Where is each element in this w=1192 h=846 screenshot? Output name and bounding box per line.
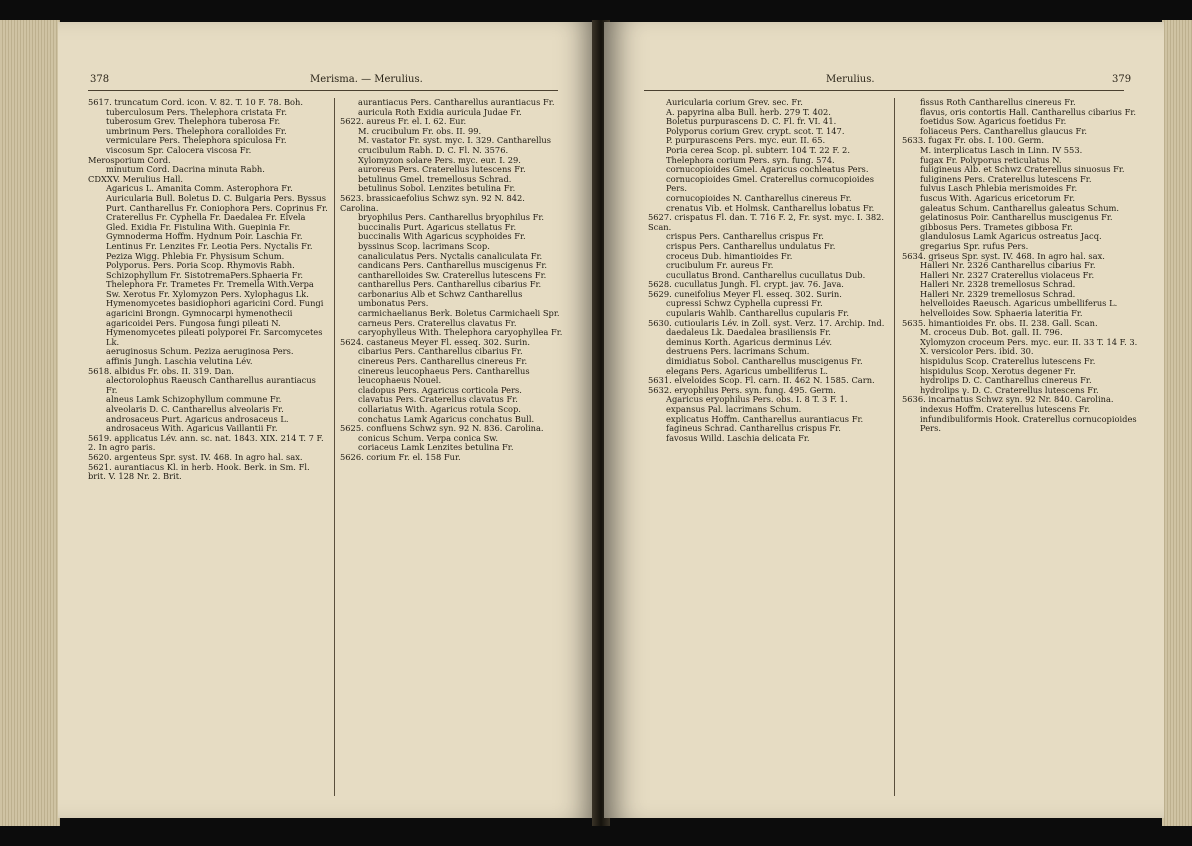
index-entry: 5621. aurantiacus Kl. in herb. Hook. Berk. in Sm. Fl. brit. V. 128 Nr. 2. Brit. [88,461,310,482]
right-page-number: 379 [1112,74,1132,85]
index-entry: aeruginosus Schum. Peziza aeruginosa Pers. [106,346,294,357]
index-entry: cinereus leucophaeus Pers. Cantharellus leucophaeus Nouel. [358,365,530,386]
index-entry: cupularis Wahlb. Cantharellus cupularis Fr. [666,308,849,319]
index-entry: 5626. corium Fr. el. 158 Fur. [340,451,461,462]
index-entry: fuliginens Pers. Craterellus lutescens Fr. [920,173,1092,184]
index-entry: gelatinosus Poir. Cantharellus muscigenus Fr. [920,212,1113,223]
index-entry: fuligineus Alb. et Schwz Craterellus sinuosus Fr. [920,164,1125,175]
index-entry: deminus Korth. Agaricus derminus Lév. [666,336,833,347]
index-entry: alveolaris D. C. Cantharellus alveolaris Fr. [106,404,284,414]
index-entry: cinereus Pers. Cantharellus cinereus Fr. [358,356,528,367]
index-entry: fuscus With. Agaricus ericetorum Fr. [920,192,1075,203]
index-entry: 5619. applicatus Lév. ann. sc. nat. 1843. XIX. 214 T. 7 F. 2. In agro paris. [88,432,324,453]
index-entry: androsaceus With. Agaricus Vaillantii Fr. [106,423,278,434]
page-edges-left [0,20,60,826]
index-entry: 5635. himantioides Fr. obs. II. 238. Gall. Scan. [902,317,1098,328]
index-entry: M. vastator Fr. syst. myc. I. 329. Cantharellus crucibulum Rabh. D. C. Fl. N. 3576. [358,135,551,155]
index-entry: bryophilus Pers. Cantharellus bryophilus Fr. [358,212,545,223]
index-entry: cantharelloides Sw. Craterellus lutescens Fr. [358,269,547,280]
index-entry: androsaceus Purt. Agaricus androsaceus L. [106,413,289,424]
index-entry: Agaricus L. Amanita Comm. Asterophora Fr. Auricularia Bull. Boletus D. C. Bulgaria Pers. Byssus Purt. Cantharellus Fr. Coniophora Pers. Coprinus Fr. Craterellus Fr. Cyphella Fr. Daedalea Fr. Elvela Gled. Exidia Fr. Fistulina With. Guepinia Fr. Gymnoderma Hoffm. Hydnum Poir. Laschia Fr. Lentinus Fr. Lenzites Fr. Leotia Pers. Nyctalis Fr. Peziza Wigg. Phlebia Fr. Physisum Schum. Polyporus. Pers. Poria Scop. Rhymovis Rabh. Schizophyllum Fr. SistotremaPers.Sphaeria Fr. Thelephora Fr. Trametes Fr. Tremella With.Verpa Sw. Xerotus Fr. Xylomyzon Pers. Xylophagus Lk. [106,183,328,299]
index-entry: cornucopioides N. Cantharellus cinereus Fr. [666,192,852,203]
index-entry: Xylomyzon solare Pers. myc. eur. I. 29. [358,154,521,165]
index-entry: betulinus Gmel. tremellosus Schrad. [358,173,512,184]
index-entry: Halleri Nr. 2327 Craterellus violaceus Fr. [920,269,1095,280]
index-entry: 5632. eryophilus Pers. syn. fung. 495. Germ. [648,384,836,395]
index-entry: canaliculatus Pers. Nyctalis canaliculata Fr. [358,250,543,261]
index-entry: cornucopioides Gmel. Agaricus cochleatus Pers. [666,164,869,175]
index-entry: umbrinum Pers. Thelephora coralloides Fr. [106,125,287,136]
index-entry: fugax Fr. Polyporus reticulatus N. [920,154,1062,165]
index-entry: croceus Dub. himantioides Fr. [666,250,793,261]
right-running-head: Merulius. [826,74,875,85]
index-entry: infundibuliformis Hook. Craterellus cornucopioides Pers. [920,413,1137,434]
index-entry: CDXXV. Merulius Hall. [88,173,184,184]
index-entry: Halleri Nr. 2326 Cantharellus cibarius Fr. [920,260,1096,271]
index-entry: auroreus Pers. Craterellus lutescens Fr. [358,164,526,175]
index-entry: M. crucibulum Fr. obs. II. 99. [358,125,482,136]
index-entry: hydrolips γ. D. C. Craterellus lutescens Fr. [920,384,1099,395]
index-entry: foetidus Sow. Agaricus foetidus Fr. [920,116,1067,127]
index-entry: 5628. cucullatus Jungh. Fl. crypt. jav. 76. Java. [648,279,844,290]
index-entry: buccinalis Purt. Agaricus stellatus Fr. [358,221,517,232]
index-entry: crispus Pers. Cantharellus undulatus Fr. [666,240,836,251]
index-entry: cibarius Pers. Cantharellus cibarius Fr. [358,346,523,357]
index-entry: Poria cerea Scop. pl. subterr. 104 T. 22 F. 2. [666,144,850,155]
index-entry: crucibulum Fr. aureus Fr. [666,260,774,271]
index-entry: hydrolips D. C. Cantharellus cinereus Fr. [920,375,1092,386]
index-entry: P. purpurascens Pers. myc. eur. II. 65. [666,135,826,146]
index-entry: 5636. incarnatus Schwz syn. 92 Nr. 840. Carolina. [902,394,1114,405]
index-entry: hispidulus Scop. Craterellus lutescens Fr. [920,356,1096,367]
index-entry: carneus Pers. Craterellus clavatus Fr. [358,317,517,328]
index-entry: 5634. griseus Spr. syst. IV. 468. In agro hal. sax. [902,250,1105,261]
index-entry: 5629. cuneifolius Meyer Fl. esseq. 302. Surin. [648,288,842,299]
index-entry: expansus Pal. lacrimans Schum. [666,404,802,414]
index-entry: glandulosus Lamk Agaricus ostreatus Jacq. [920,231,1102,242]
index-entry: Halleri Nr. 2328 tremellosus Schrad. [920,279,1076,290]
index-entry: gregarius Spr. rufus Pers. [920,240,1029,251]
index-entry: Hymenomycetes basidiophori agaricini Cord. Fungi agaricini Brongn. Gymnocarpi hymenothecii agaricoidei Pers. Fungosa fungi pileati N. Hymenomycetes pileati polyporei Fr. Sarcomycetes Lk. [106,298,324,347]
index-entry: affinis Jungh. Laschia velutina Lév. [106,356,253,367]
index-entry: candicans Pers. Cantharellus muscigenus Fr. [358,260,548,271]
index-entry: M. interplicatus Lasch in Linn. IV 553. [920,144,1083,155]
index-entry: Xylomyzon croceum Pers. myc. eur. II. 33 T. 14 F. 3. [920,336,1138,347]
index-entry: cladopus Pers. Agaricus corticola Pers. [358,384,522,395]
index-entry: betulinus Sobol. Lenzites betulina Fr. [358,183,516,194]
index-entry: fulvus Lasch Phlebia merismoides Fr. [920,183,1078,194]
index-entry: Thelephora corium Pers. syn. fung. 574. [666,154,835,165]
index-entry: Boletus purpurascens D. C. Fl. fr. VI. 41. [666,116,837,127]
index-entry: 5624. castaneus Meyer Fl. esseq. 302. Surin. [340,336,530,347]
index-entry: cantharellus Pers. Cantharellus cibarius Fr. [358,279,542,290]
right-column-1 [648,98,888,443]
index-entry: foliaceus Pers. Cantharellus glaucus Fr. [920,125,1088,136]
left-column-divider [334,98,335,796]
index-entry: daedaleus Lk. Daedalea brasiliensis Fr. [666,327,831,338]
index-entry: Merosporium Cord. [88,154,171,165]
index-entry: elegans Pers. Agaricus umbelliferus L. [666,365,829,376]
index-entry: fissus Roth Cantharellus cinereus Fr. [920,97,1076,107]
left-running-head: Merisma. — Merulius. [310,74,423,85]
index-entry: minutum Cord. Dacrina minuta Rabh. [106,164,265,175]
left-page-number: 378 [90,74,110,85]
left-column-2 [340,98,566,463]
index-entry: 5625. confluens Schwz syn. 92 N. 836. Carolina. [340,423,544,434]
index-entry: 5633. fugax Fr. obs. I. 100. Germ. [902,135,1044,146]
index-entry: cornucopioides Gmel. Craterellus cornucopioides Pers. [666,173,874,194]
index-entry: 5617. truncatum Cord. icon. V. 82. T. 10 F. 78. Boh. [88,97,304,107]
index-entry: Halleri Nr. 2329 tremellosus Schrad. [920,288,1076,299]
index-entry: 5623. brassicaefolius Schwz syn. 92 N. 842. Carolina. [340,192,525,213]
index-entry: gibbosus Pers. Trametes gibbosa Fr. [920,221,1073,232]
index-entry: carbonarius Alb et Schwz Cantharellus umbonatus Pers. [358,288,523,309]
index-entry: collariatus With. Agaricus rotula Scop. [358,404,521,414]
right-page [604,22,1164,818]
index-entry: conicus Schum. Verpa conica Sw. [358,432,498,443]
index-entry: helvelloides Raeusch. Agaricus umbelliferus L. [920,298,1118,309]
index-entry: coriaceus Lamk Lenzites betulina Fr. [358,442,514,453]
index-entry: clavatus Pers. Craterellus clavatus Fr. [358,394,518,405]
index-entry: tuberosum Grev. Thelephora tuberosa Fr. [106,116,281,127]
index-entry: alectorolophus Raeusch Cantharellus aurantiacus Fr. [106,375,316,395]
index-entry: conchatus Lamk Agaricus conchatus Bull. [358,413,535,424]
index-entry: 5631. elveloides Scop. Fl. carn. II. 462 N. 1585. Carn. [648,375,875,386]
left-column-1 [88,98,328,482]
index-entry: caryophylleus With. Thelephora caryophyllea Fr. [358,327,563,338]
index-entry: fagineus Schrad. Cantharellus crispus Fr. [666,423,841,434]
index-entry: crenatus Vib. et Holmsk. Cantharellus lobatus Fr. [666,202,875,213]
index-entry: destruens Pers. lacrimans Schum. [666,346,810,357]
index-entry: X. versicolor Pers. ibid. 30. [920,346,1034,357]
index-entry: Polyporus corium Grev. crypt. scot. T. 147. [666,125,845,136]
index-entry: tuberculosum Pers. Thelephora cristata Fr. [106,106,287,117]
page-edges-right [1162,20,1192,826]
left-header-rule [88,90,558,91]
index-entry: 5618. albidus Fr. obs. II. 319. Dan. [88,365,234,376]
index-entry: M. croceus Dub. Bot. gall. II. 796. [920,327,1063,338]
index-entry: aurantiacus Pers. Cantharellus aurantiacus Fr. [358,97,555,107]
index-entry: auricula Roth Exidia auricula Judae Fr. [358,106,522,117]
index-entry: viscosum Spr. Calocera viscosa Fr. [106,144,252,155]
index-entry: hispidulus Scop. Xerotus degener Fr. [920,365,1076,376]
index-entry: crispus Pers. Cantharellus crispus Fr. [666,231,824,242]
index-entry: cucullatus Brond. Cantharellus cucullatus Dub. [666,269,866,280]
index-entry: vermiculare Pers. Thelephora spiculosa Fr. [106,135,287,146]
right-column-divider [894,98,895,796]
index-entry: 5620. argenteus Spr. syst. IV. 468. In agro hal. sax. [88,451,303,462]
index-entry: alneus Lamk Schizophyllum commune Fr. [106,394,282,405]
index-entry: dimidiatus Sobol. Cantharellus muscigenus Fr. [666,356,863,367]
index-entry: 5630. cutioularis Lév. in Zoll. syst. Verz. 17. Archip. Ind. [648,317,885,328]
right-header-rule [644,90,1124,91]
right-column-2 [902,98,1140,434]
index-entry: A. papyrina alba Bull. herb. 279 T. 402. [666,106,831,117]
index-entry: flavus, oris contortis Hall. Cantharellus cibarius Fr. [920,106,1137,117]
index-entry: carmichaelianus Berk. Boletus Carmichaeli Spr. [358,308,560,319]
index-entry: indexus Hoffm. Craterellus lutescens Fr. [920,404,1091,414]
index-entry: helvelloides Sow. Sphaeria lateritia Fr. [920,308,1083,319]
index-entry: Agaricus eryophilus Pers. obs. I. 8 T. 3 F. 1. [666,394,848,405]
index-entry: buccinalis With Agaricus scyphoides Fr. [358,231,526,242]
index-entry: byssinus Scop. lacrimans Scop. [358,240,490,251]
index-entry: explicatus Hoffm. Cantharellus aurantiacus Fr. [666,413,864,424]
index-entry: galeatus Schum. Cantharellus galeatus Schum. [920,202,1120,213]
index-entry: Auricularia corium Grev. sec. Fr. [666,97,803,107]
index-entry: cupressi Schwz Cyphella cupressi Fr. [666,298,823,309]
index-entry: 5622. aureus Fr. el. I. 62. Eur. [340,116,467,127]
index-entry: 5627. crispatus Fl. dan. T. 716 F. 2, Fr. syst. myc. I. 382. Scan. [648,212,885,232]
left-page [58,22,598,818]
index-entry: favosus Willd. Laschia delicata Fr. [666,432,810,443]
